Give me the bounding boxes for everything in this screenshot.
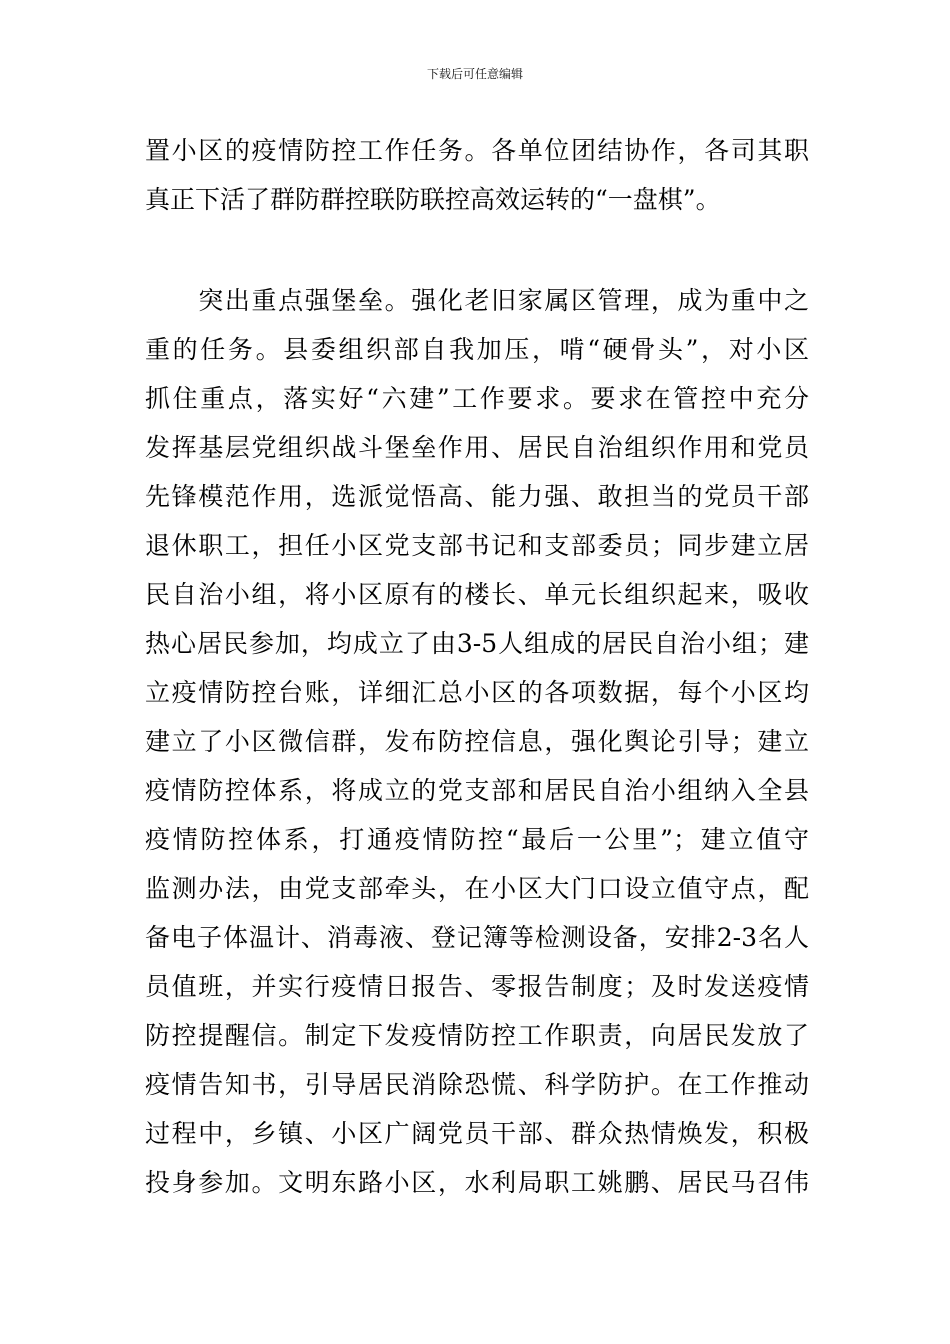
paragraph-2: [145, 276, 809, 1207]
text-line: 员值班，并实行疫情日报告、零报告制度；及时发送疫情: [145, 972, 809, 1001]
text-line: 疫情告知书，引导居民消除恐慌、科学防护。在工作推动: [145, 1070, 809, 1099]
text-line: 监测办法，由党支部牵头，在小区大门口设立值守点，配: [145, 874, 809, 903]
text-line: 建立了小区微信群，发布防控信息，强化舆论引导；建立: [145, 727, 809, 756]
text-line: 发挥基层党组织战斗堡垒作用、居民自治组织作用和党员: [145, 433, 809, 462]
text-line: 疫情防控体系，将成立的党支部和居民自治小组纳入全县: [145, 776, 809, 805]
text-line: 抓住重点，落实好“六建”工作要求。要求在管控中充分: [145, 384, 809, 413]
text-line: 防控提醒信。制定下发疫情防控工作职责，向居民发放了: [145, 1021, 809, 1050]
text-line: 热心居民参加，均成立了由3-5人组成的居民自治小组；建: [145, 629, 809, 658]
text-line: 置小区的疫情防控工作任务。各单位团结协作，各司其职: [145, 136, 809, 165]
text-line: 立疫情防控台账，详细汇总小区的各项数据，每个小区均: [145, 678, 809, 707]
text-line: 真正下活了群防群控联防联控高效运转的“一盘棋”。: [145, 185, 721, 214]
text-line: 民自治小组，将小区原有的楼长、单元长组织起来，吸收: [145, 580, 809, 609]
page-header: 下载后可任意编辑: [426, 67, 523, 81]
text-line: 疫情防控体系，打通疫情防控“最后一公里”；建立值守: [145, 825, 809, 854]
text-line: 重的任务。县委组织部自我加压，啃“硬骨头”，对小区: [145, 335, 809, 364]
text-line: 投身参加。文明东路小区，水利局职工姚鹏、居民马召伟: [145, 1168, 809, 1197]
paragraph-1: [145, 126, 809, 224]
text-line: 退休职工，担任小区党支部书记和支部委员；同步建立居: [145, 531, 809, 560]
text-line: 备电子体温计、消毒液、登记簿等检测设备，安排2-3名人: [145, 923, 809, 952]
text-line: 过程中，乡镇、小区广阔党员干部、群众热情焕发，积极: [145, 1119, 809, 1148]
text-line: 先锋模范作用，选派觉悟高、能力强、敢担当的党员干部: [145, 482, 809, 511]
text-line: 突出重点强堡垒。强化老旧家属区管理，成为重中之: [145, 286, 809, 315]
